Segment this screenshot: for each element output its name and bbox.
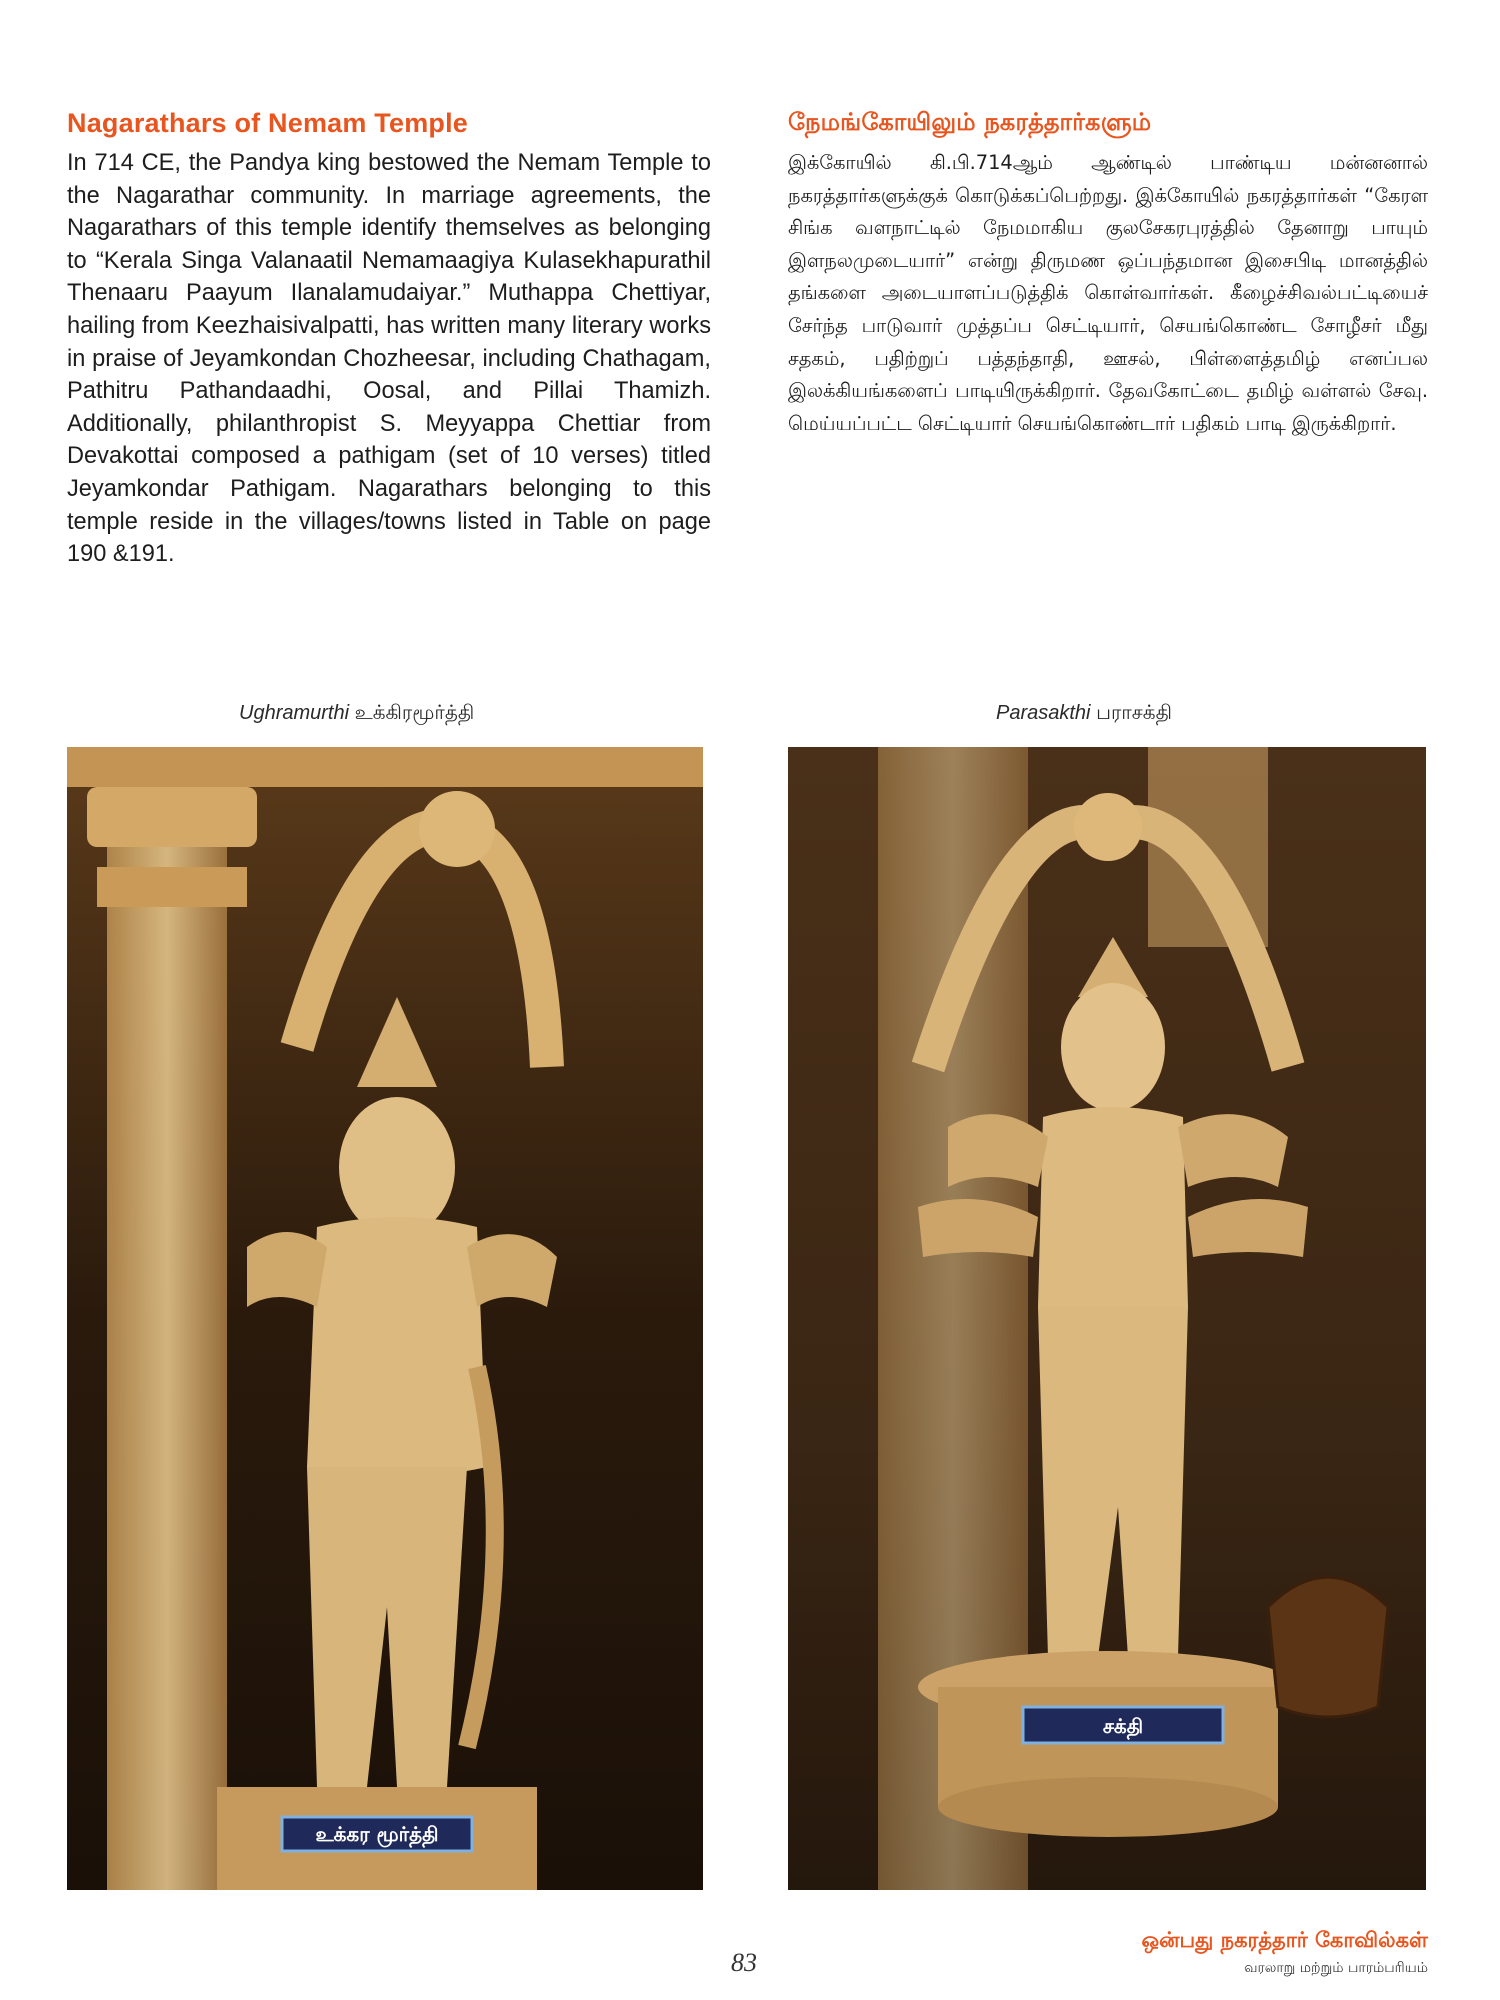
book-subtitle: வரலாறு மற்றும் பாரம்பரியம் [1244, 1960, 1428, 1976]
book-title: ஒன்பது நகரத்தார் கோவில்கள் [1141, 1928, 1428, 1952]
sculpture-illustration [788, 747, 1426, 1890]
english-heading: Nagarathars of Nemam Temple [67, 108, 469, 138]
caption-english: Ughramurthi [239, 702, 350, 724]
english-section [67, 108, 711, 571]
plaque-text: சக்தி [1102, 1714, 1144, 1738]
photo-ughramurthi-sculpture [67, 747, 703, 1890]
plaque-text: உக்கர மூர்த்தி [315, 1822, 439, 1846]
figure-caption-parasakthi [996, 702, 1172, 727]
tamil-paragraph: இக்கோயில் கி.பி.714ஆம் ஆண்டில் பாண்டிய மன்னனால் நகரத்தார்களுக்குக் கொடுக்கப்பெற்றது. இக்கோயில் நகரத்தார்கள் “கேரள சிங்க வளநாட்டில் நேமமாகிய குலசேகரபுரத்தில் தேனாறு பாயும் இளநலமுடையார்” என்று திருமண ஒப்பந்தமான இசைபிடி மானத்தில் தங்களை அடையாளப்படுத்திக் கொள்வார்கள். கீழைச்சிவல்பட்டியைச் சேர்ந்த பாடுவார் முத்தப்ப செட்டியார், செயங்கொண்ட சோழீசர் மீது சதகம், பதிற்றுப் பத்தந்தாதி, ஊசல், பிள்ளைத்தமிழ் எனப்பல இலக்கியங்களைப் பாடியிருக்கிறார். தேவகோட்டை தமிழ் வள்ளல் சேவு. மெய்யப்பட்ட செட்டியார் செயங்கொண்டார் பதிகம் பாடி இருக்கிறார். [788, 151, 1428, 435]
caption-english: Parasakthi [996, 702, 1091, 724]
caption-tamil: உக்கிரமூர்த்தி [354, 702, 475, 724]
tamil-heading: நேமங்கோயிலும் நகரத்தார்களும் [788, 108, 1152, 136]
photo-parasakthi-sculpture [788, 747, 1426, 1890]
english-paragraph: In 714 CE, the Pandya king bestowed the Nemam Temple to the Nagarathar community. In marriage agreements, the Nagarathars of this temple identify themselves as belonging to “Kerala Singa Valanaatil Nemamaagiya Kulasekhapurathil Thenaaru Paayum Ilanalamudaiyar.” Muthappa Chettiyar, hailing from Keezhaisivalpatti, has written many literary works in praise of Jeyamkondan Chozheesar, including Chathagam, Pathitru Pathandaadhi, Oosal, and Pillai Thamizh. Additionally, philanthropist S. Meyyappa Chettiar from Devakottai composed a pathigam (set of 10 verses) titled Jeyamkondar Pathigam. Nagarathars belonging to this temple reside in the villages/towns listed in Table on page 190 &191. [67, 150, 711, 568]
sculpture-illustration [67, 747, 703, 1890]
page-number: 83 [731, 1948, 757, 1977]
tamil-section [788, 108, 1428, 440]
caption-tamil: பராசக்தி [1096, 702, 1172, 724]
figure-caption-ughramurthi [239, 702, 474, 727]
